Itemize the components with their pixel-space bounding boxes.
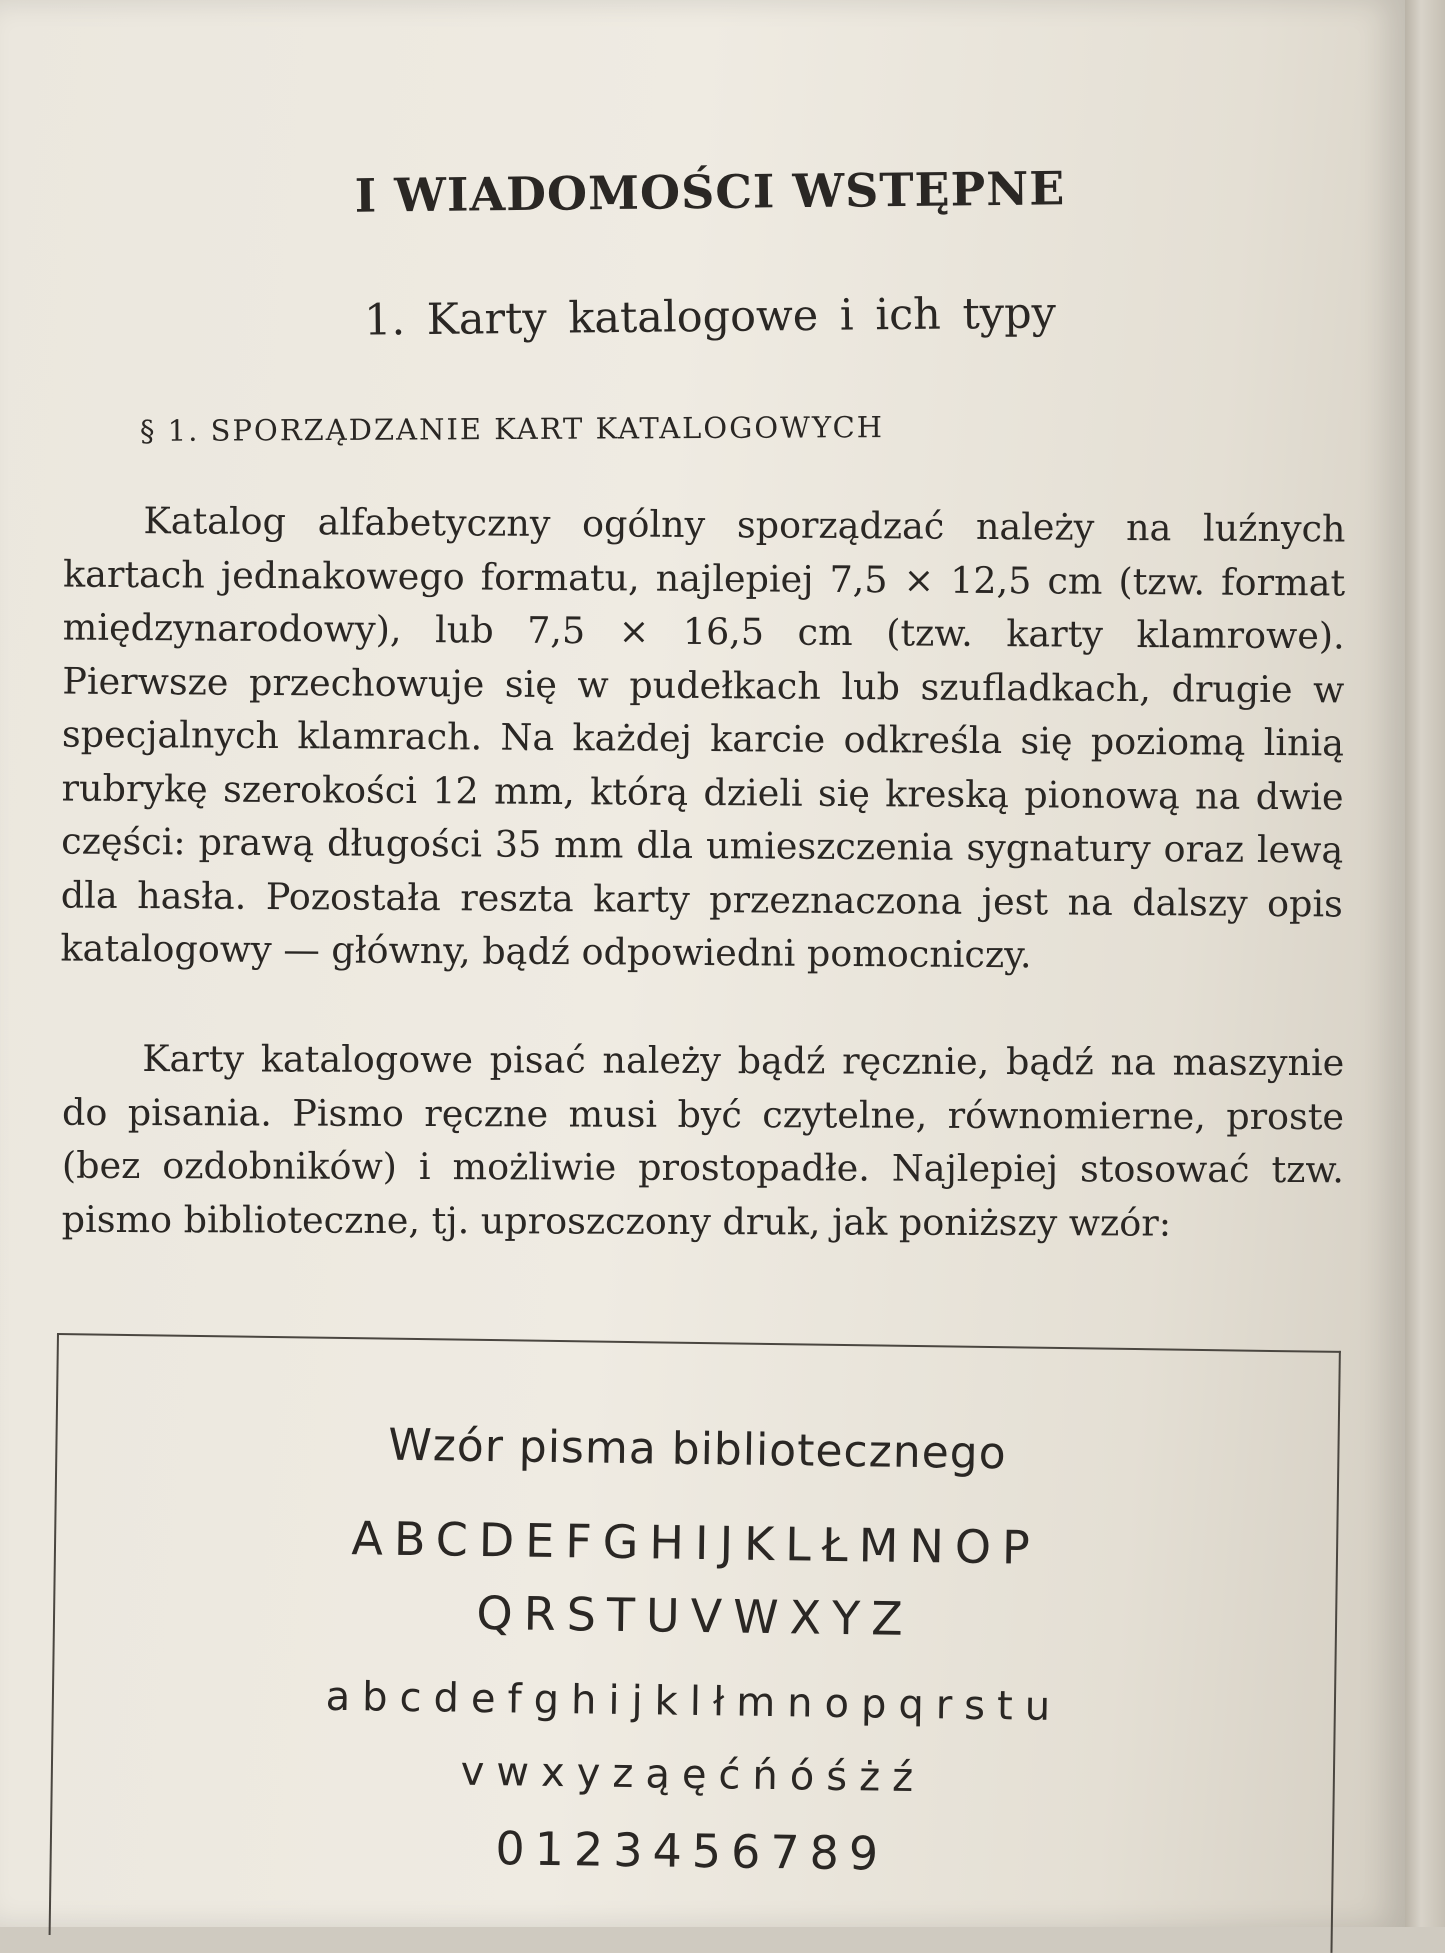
paragraph-heading: § 1. SPORZĄDZANIE KART KATALOGOWYCH (139, 410, 885, 448)
uppercase-letters-line-2: QRSTUVWXYZ (476, 1585, 915, 1646)
specimen-title: Wzór pisma bibliotecznego (387, 1419, 1007, 1480)
uppercase-letters-line-1: ABCDEFGHIJKLŁMNOP (351, 1511, 1042, 1575)
library-script-specimen-box (49, 1333, 1341, 1953)
page-edge (1405, 0, 1445, 1927)
lowercase-letters-line-2: vwxyząęćńóśżź (460, 1748, 926, 1802)
section-title: 1. Karty katalogowe i ich typy (363, 288, 1057, 346)
lowercase-letters-line-1: abcdefghijklłmnopqrstu (325, 1673, 1063, 1731)
body-paragraph-2: Karty katalogowe pisać należy bądź ręcznie, bądź na maszynie do pisania. Pismo ręczne musi być czytelne, równomierne, proste (bez ozdobników) i możliwie prostopadłe. Najlepiej stosować tzw. pismo biblioteczne, tj. uproszczony druk, jak poniższy wzór: (61, 1037, 1345, 1245)
body-paragraph-1: Katalog alfabetyczny ogólny sporządzać należy na luźnych kartach jednakowego formatu, najlepiej 7,5 × 12,5 cm (tzw. format międzynarodowy), lub 7,5 × 16,5 cm (tzw. karty klamrowe). Pierwsze przechowuje się w pudełkach lub szufladkach, drugie w specjalnych klamrach. Na każdej karcie odkreśla się poziomą linią rubrykę szerokości 12 mm, którą dzieli się kreską pionową na dwie części: prawą długości 35 mm dla umieszczenia sygnatury oraz lewą dla hasła. Pozostała reszta karty przeznaczona jest na dalszy opis katalogowy — główny, bądź odpowiedni pomocniczy. (60, 499, 1346, 977)
chapter-title: I WIADOMOŚCI WSTĘPNE (354, 161, 1066, 223)
digits-line: 0123456789 (495, 1821, 889, 1881)
